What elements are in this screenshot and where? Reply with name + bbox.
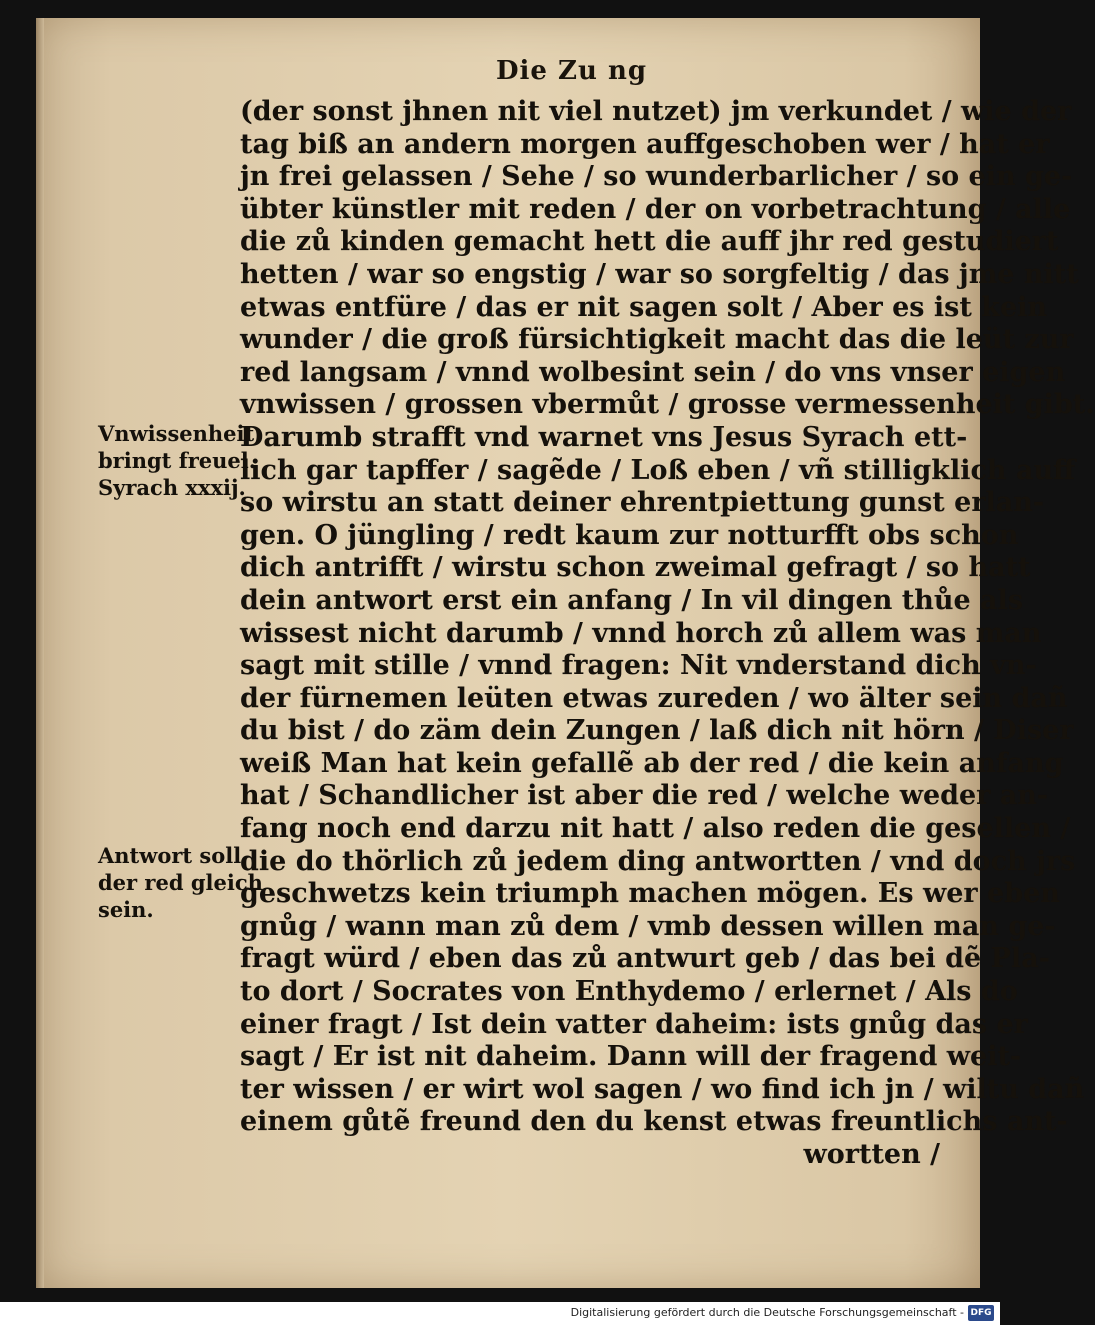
text-line: jn frei gelassen / Sehe / so wunderbarlicher / so ein ge- — [240, 161, 1073, 193]
dfg-logo[interactable]: DFG — [968, 1305, 994, 1321]
marginal-line: Syrach xxxij. — [98, 475, 246, 500]
text-line: fragt würd / eben das zů antwurt geb / das bei dẽ Pla- — [240, 943, 1050, 975]
text-line: ter wissen / er wirt wol sagen / wo find ich jn / wiltu dañ — [240, 1073, 1085, 1105]
text-line: wunder / die groß fürsichtigkeit macht das die leüt zur — [240, 324, 1074, 356]
funding-notice: Digitalisierung gefördert durch die Deutsche Forschungsgemeinschaft - — [570, 1306, 964, 1319]
text-line: dich antrifft / wirstu schon zweimal gefragt / so hatt — [240, 552, 1031, 584]
text-line: Darumb strafft vnd warnet vns Jesus Syrach ett- — [240, 421, 968, 453]
text-line: vnwissen / grossen vbermůt / grosse vermessenheit gibt. — [240, 389, 1095, 421]
text-line: gen. O jüngling / redt kaum zur notturfft obs schon — [240, 519, 1019, 551]
text-line: tag biß an andern morgen auffgeschoben wer / hat er — [240, 128, 1050, 160]
text-line: sagt / Er ist nit daheim. Dann will der fragend weit- — [240, 1041, 1022, 1073]
marginal-note-answer — [98, 842, 263, 923]
marginal-line: sein. — [98, 897, 154, 922]
text-line: die zů kinden gemacht hett die auff jhr red gestudiert — [240, 226, 1059, 258]
text-line: lich gar tapffer / sagẽde / Loß eben / vñ stilligklich auff — [240, 454, 1076, 486]
footer-bar — [0, 1302, 1000, 1325]
marginal-line: Antwort soll — [98, 843, 242, 868]
text-line: gnůg / wann man zů dem / vmb dessen willen man ge- — [240, 910, 1056, 942]
text-line: die do thörlich zů jedem ding antwortten / vnd doch jrs — [240, 845, 1076, 877]
text-line: sagt mit stille / vnnd fragen: Nit vnderstand dich vn- — [240, 650, 1037, 682]
text-line: einer fragt / Ist dein vatter daheim: ists gnůg das er — [240, 1008, 1028, 1040]
marginal-note-ignorance — [98, 420, 256, 501]
text-line: dein antwort erst ein anfang / In vil dingen thůe als — [240, 584, 1024, 616]
text-line: to dort / Socrates von Enthydemo / erlernet / Als do — [240, 976, 1018, 1008]
marginal-line: bringt freuel. — [98, 448, 257, 473]
marginal-line: Vnwissenheit — [98, 421, 255, 446]
text-line: wissest nicht darumb / vnnd horch zů allem was man — [240, 617, 1042, 649]
text-line: (der sonst jhnen nit viel nutzet) jm verkundet / wie der — [240, 96, 1072, 127]
text-line: du bist / do zäm dein Zungen / laß dich nit hörn / Diser — [240, 715, 1074, 747]
page-edge — [36, 18, 44, 1288]
text-line: der fürnemen leüten etwas zureden / wo älter sein dañ — [240, 682, 1068, 714]
text-line: so wirstu an statt deiner ehrentpiettung gunst erlan- — [240, 487, 1045, 519]
text-line: etwas entfüre / das er nit sagen solt / Aber es ist kein — [240, 291, 1048, 323]
text-line: geschwetzs kein triumph machen mögen. Es wer eben — [240, 878, 1060, 910]
text-line: einem gůtẽ freund den du kenst etwas freuntlichs ant- — [240, 1106, 1068, 1138]
text-line: red langsam / vnnd wolbesint sein / do vns vnser eigen — [240, 356, 1066, 388]
main-text-block — [240, 96, 1095, 1172]
text-line: übter künstler mit reden / der on vorbetrachtung / alle — [240, 193, 1071, 225]
running-title: Die Zu ng — [496, 56, 648, 86]
catchword: wortten / — [803, 1139, 940, 1170]
text-line: hetten / war so engstig / war so sorgfeltig / das jme nitt — [240, 258, 1079, 290]
text-line: fang noch end darzu nit hatt / also reden die gesellen / — [240, 813, 1071, 845]
text-line: hat / Schandlicher ist aber die red / welche weder an- — [240, 780, 1049, 812]
text-line: weiß Man hat kein gefallẽ ab der red / die kein anfang — [240, 747, 1064, 779]
marginal-line: der red gleich — [98, 870, 263, 895]
